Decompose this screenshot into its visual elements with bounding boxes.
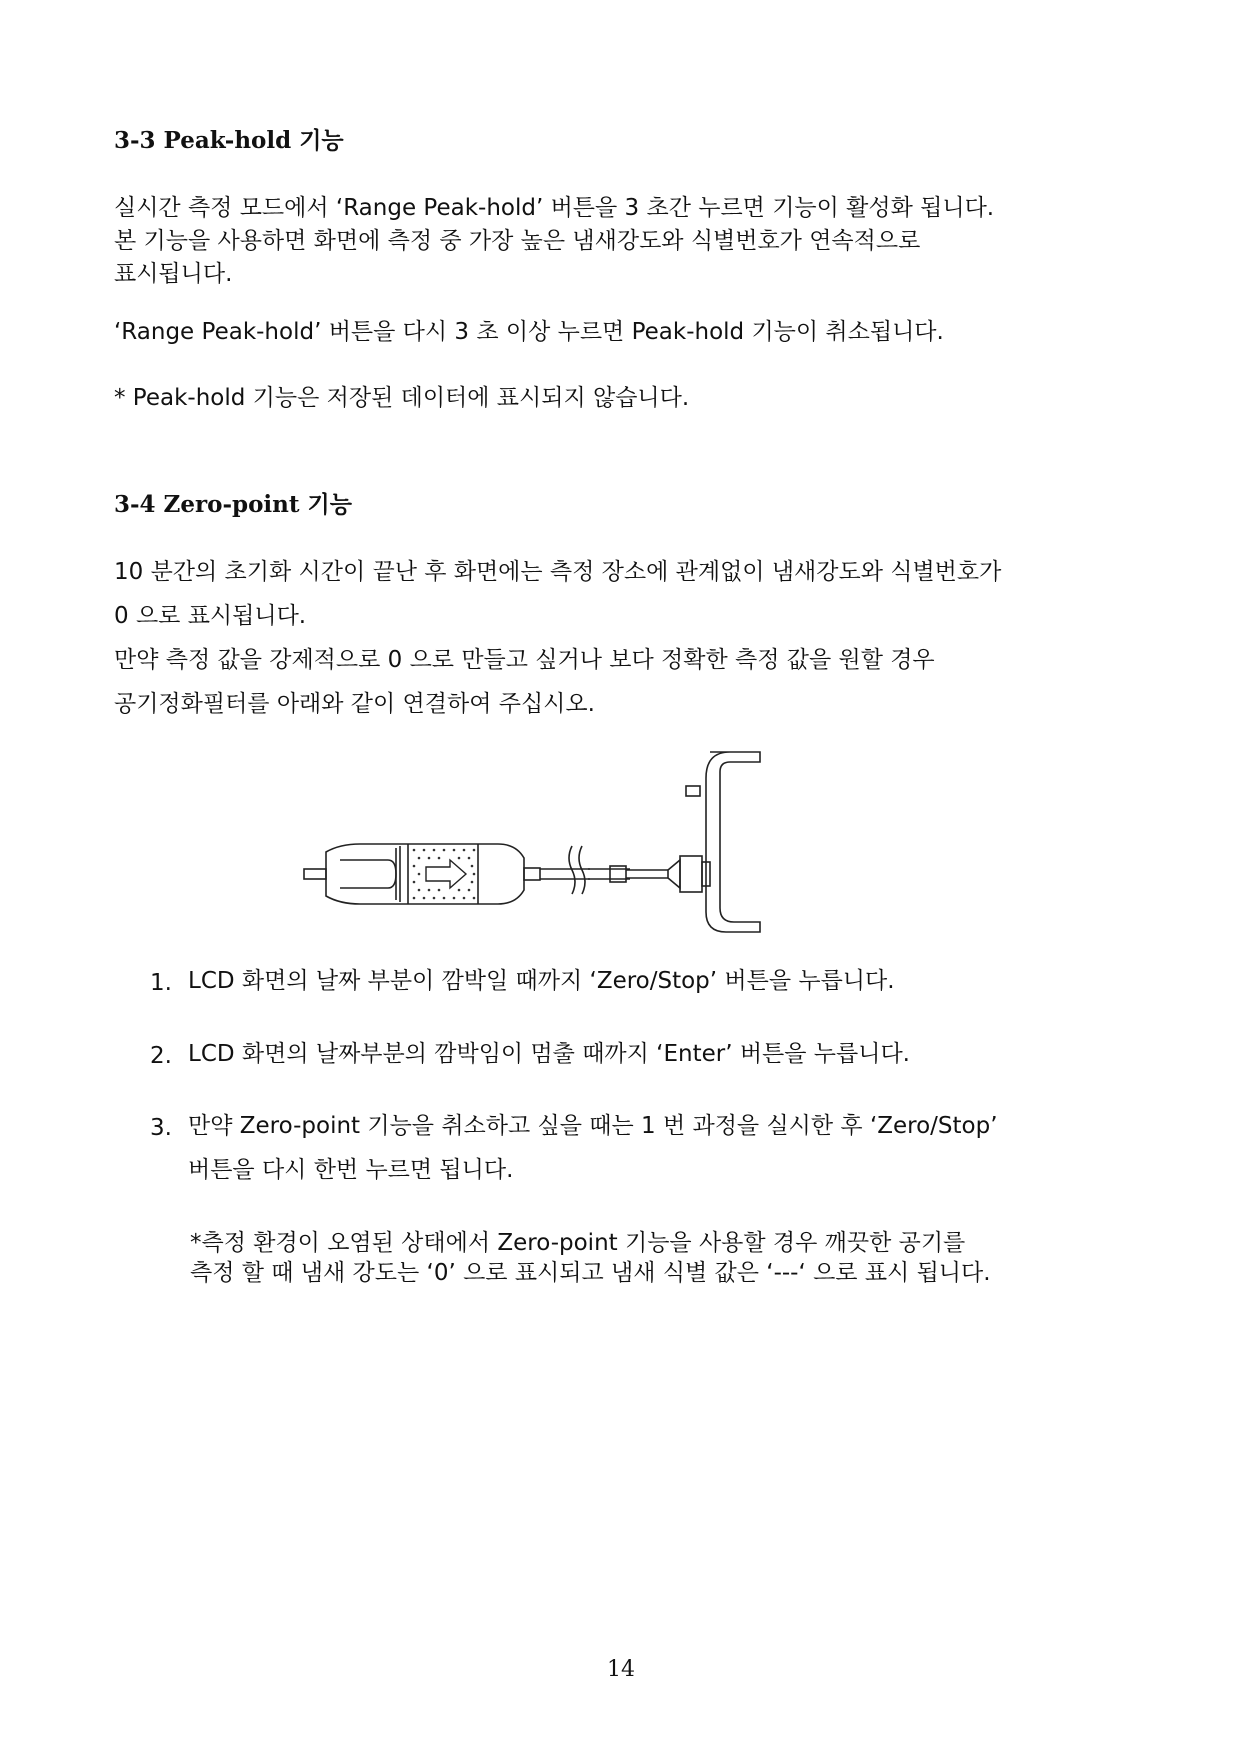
filter-capsule — [326, 844, 524, 904]
text-line: 버튼을 다시 한번 누르면 됩니다. — [188, 1157, 514, 1183]
step-number: 2. — [150, 1043, 172, 1069]
section-3-4-title: 3-4 Zero-point 기능 — [114, 491, 352, 518]
peak-hold-description — [114, 192, 1124, 291]
text-line: LCD 화면의 날짜 부분이 깜박일 때까지 ‘Zero/Stop’ 버튼을 누릅니다. — [188, 968, 895, 994]
text-line: 측정 할 때 냄새 강도는 ‘0’ 으로 표시되고 냄새 식별 값은 ‘---‘ 으로 표시 됩니다. — [190, 1260, 991, 1286]
text-line: * Peak-hold 기능은 저장된 데이터에 표시되지 않습니다. — [114, 385, 690, 411]
step-text — [188, 1104, 998, 1192]
peak-hold-cancel-text — [114, 316, 1124, 349]
air-filter-connection-diagram — [300, 748, 860, 938]
step-text — [188, 959, 895, 1003]
text-line: *측정 환경이 오염된 상태에서 Zero-point 기능을 사용할 경우 깨끗한 공기를 — [190, 1230, 966, 1256]
step-number: 3. — [150, 1115, 172, 1141]
text-line: 공기정화필터를 아래와 같이 연결하여 주십시오. — [114, 691, 595, 717]
text-line: 실시간 측정 모드에서 ‘Range Peak-hold’ 버튼을 3 초간 누르면 기능이 활성화 됩니다. — [114, 195, 995, 221]
flow-arrow — [426, 860, 466, 888]
step-number: 1. — [150, 970, 172, 996]
step-text — [188, 1032, 910, 1076]
text-line: 10 분간의 초기화 시간이 끝난 후 화면에는 측정 장소에 관계없이 냄새강도와 식별번호가 — [114, 559, 1002, 585]
text-line: 만약 Zero-point 기능을 취소하고 싶을 때는 1 번 과정을 실시한 후 ‘Zero/Stop’ — [188, 1113, 998, 1139]
section-3-3-title: 3-3 Peak-hold 기능 — [114, 127, 344, 154]
text-line: ‘Range Peak-hold’ 버튼을 다시 3 초 이상 누르면 Peak-hold 기능이 취소됩니다. — [114, 319, 944, 345]
device-button — [686, 786, 700, 796]
text-line: 본 기능을 사용하면 화면에 측정 중 가장 높은 냄새강도와 식별번호가 연속적으로 — [114, 228, 921, 254]
zero-point-description — [114, 550, 1124, 726]
text-line: 0 으로 표시됩니다. — [114, 603, 307, 629]
filter-inlet-nozzle — [304, 869, 326, 879]
text-line: LCD 화면의 날짜부분의 깜박임이 멈출 때까지 ‘Enter’ 버튼을 누릅니다. — [188, 1041, 910, 1067]
page-number: 14 — [607, 1657, 635, 1682]
text-line: 표시됩니다. — [114, 261, 233, 287]
device-body — [706, 752, 760, 932]
text-line: 만약 측정 값을 강제적으로 0 으로 만들고 싶거나 보다 정확한 측정 값을 원할 경우 — [114, 647, 935, 673]
zero-point-note — [190, 1228, 991, 1288]
peak-hold-note — [114, 382, 1124, 415]
